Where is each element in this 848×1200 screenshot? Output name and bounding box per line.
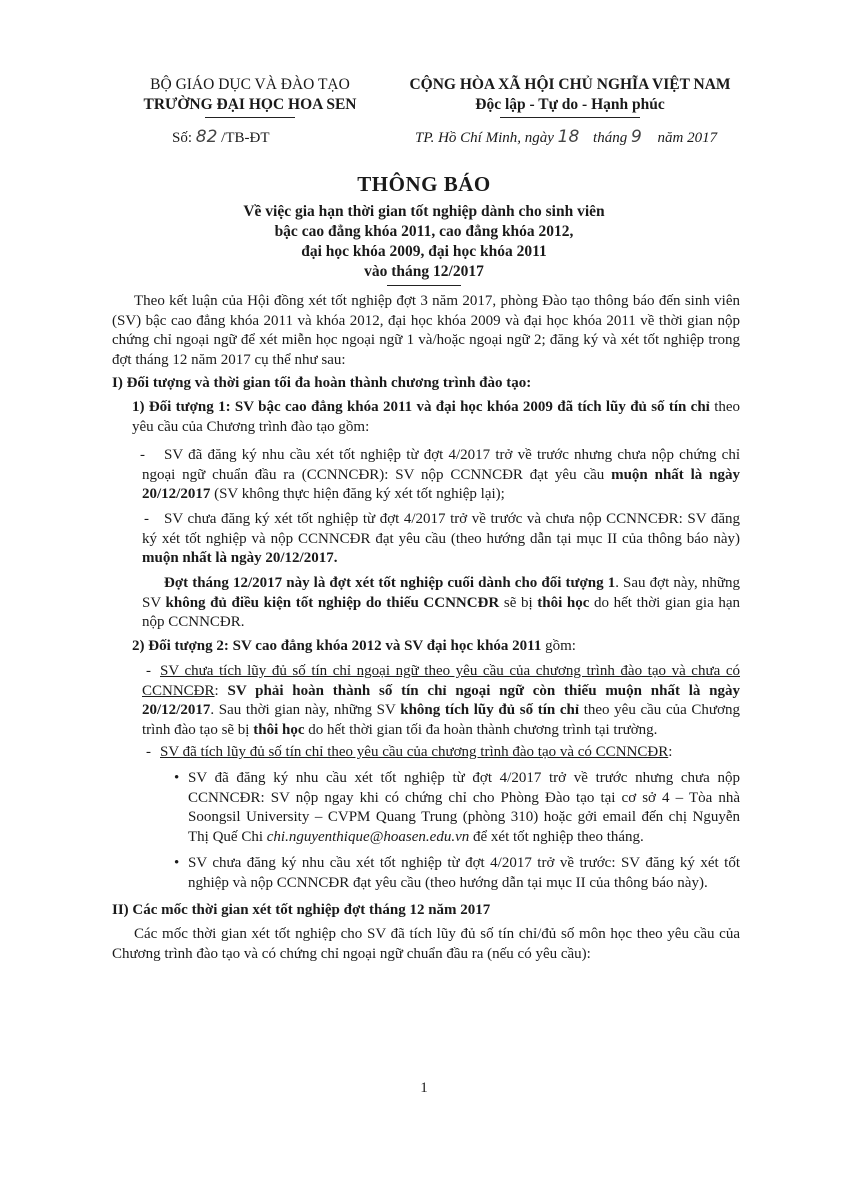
object-1-bold: SV bậc cao đẳng khóa 2011 và đại học khóa 2009 đã tích lũy đủ số tín chỉ bbox=[234, 399, 710, 415]
title-line-2: bậc cao đẳng khóa 2011, cao đẳng khóa 2012, bbox=[274, 223, 574, 240]
object-1-label: 1) Đối tượng 1: bbox=[132, 399, 231, 415]
date-year: năm 2017 bbox=[657, 130, 718, 146]
dash-marker: - bbox=[144, 511, 149, 527]
dash-marker: - bbox=[146, 744, 151, 760]
object-2-item-1-bold-3: thôi học bbox=[253, 721, 305, 738]
object-1-item-1-deadline: muộn nhất là ngày 20/12/2017 bbox=[142, 466, 740, 502]
section-2-heading: II) Các mốc thời gian xét tốt nghiệp đợt tháng 12 năm 2017 bbox=[112, 902, 491, 918]
object-1-note-text-2: sẽ bị bbox=[503, 594, 533, 611]
title-rule bbox=[387, 285, 461, 286]
header-left-rule bbox=[205, 117, 295, 118]
school-name: TRƯỜNG ĐẠI HỌC HOA SEN bbox=[143, 96, 357, 113]
object-1-item-2-text: SV chưa đăng ký xét tốt nghiệp từ đợt 4/2017 trở về trước và chưa nộp CCNNCĐR: SV đăng ký xét tốt nghiệp và nộp CCNNCĐR đạt yêu cầu (theo hướng dẫn tại mục II của thông báo này) bbox=[142, 511, 740, 547]
document-date bbox=[415, 128, 717, 148]
contact-email: chi.nguyenthique@hoasen.edu.vn bbox=[266, 828, 470, 845]
object-2-sub-item-1-end: để xét tốt nghiệp theo tháng. bbox=[473, 828, 644, 845]
object-2-item-2-underlined: SV đã tích lũy đủ số tín chỉ theo yêu cầu của chương trình đào tạo và có CCNNCĐR bbox=[160, 744, 669, 760]
object-1-note-bold-2: không đủ điều kiện tốt nghiệp do thiếu CCNNCĐR bbox=[165, 594, 500, 611]
date-month-label: tháng bbox=[593, 130, 628, 146]
object-1-item-1-text: SV đã đăng ký nhu cầu xét tốt nghiệp từ đợt 4/2017 trở về trước nhưng chưa nộp chứng chỉ ngoại ngữ chuẩn đầu ra (CCNNCĐR): SV nộp CCNNCĐR đạt yêu cầu bbox=[142, 447, 740, 483]
object-2-item-1-text-3: do hết thời gian tối đa hoàn thành chương trình tại trường. bbox=[308, 721, 658, 738]
object-2-item-1-bold-1: SV phải hoàn thành số tín chỉ ngoại ngữ còn thiếu muộn nhất là ngày 20/12/2017 bbox=[142, 682, 741, 718]
object-2-item-2: SV đã tích lũy đủ số tín chỉ theo yêu cầu của chương trình đào tạo và có CCNNCĐR: bbox=[160, 744, 673, 760]
header-right-rule bbox=[500, 117, 640, 118]
title-line-3: đại học khóa 2009, đại học khóa 2011 bbox=[301, 243, 547, 260]
object-1-note-text-3: do hết thời gian gia hạn nộp CCNNCĐR. bbox=[142, 594, 741, 630]
motto: Độc lập - Tự do - Hạnh phúc bbox=[475, 96, 665, 113]
date-month: 9 bbox=[630, 127, 642, 147]
bullet-marker: • bbox=[174, 770, 180, 786]
intro-paragraph: Theo kết luận của Hội đồng xét tốt nghiệp đợt 3 năm 2017, phòng Đào tạo thông báo đến sinh viên (SV) bậc cao đẳng khóa 2011 và khóa 2012, đại học khóa 2009 và đại học khóa 2011 về thời gian nộp chứng chỉ ngoại ngữ để xét miễn học ngoại ngữ 1 và/hoặc ngoại ngữ 2; đăng ký và xét tốt nghiệp trong đợt tháng 12 năm 2017 cụ thể như sau: bbox=[112, 293, 740, 368]
object-2-item-1-text-1: . Sau thời gian này, những SV bbox=[210, 702, 396, 718]
dash-marker: - bbox=[140, 447, 145, 463]
object-1-item-1 bbox=[142, 446, 740, 505]
object-2-label: 2) Đối tượng 2: SV cao đẳng khóa 2012 và SV đại học khóa 2011 bbox=[132, 638, 542, 654]
object-1-item-2 bbox=[142, 510, 740, 569]
number-suffix: /TB-ĐT bbox=[221, 130, 270, 146]
number-prefix: Số: bbox=[172, 130, 193, 146]
date-day: 18 bbox=[557, 127, 580, 147]
object-2-item-1-underlined: SV chưa tích lũy đủ số tín chỉ ngoại ngữ theo yêu cầu của chương trình đào tạo và chưa có CCNNCĐR bbox=[142, 663, 740, 699]
page-number: 1 bbox=[420, 1080, 428, 1096]
object-2-heading bbox=[132, 637, 576, 656]
object-2-sub-item-1-text: SV đã đăng ký nhu cầu xét tốt nghiệp từ đợt 4/2017 trở về trước nhưng chưa nộp CCNNCĐR: SV nộp ngay khi có chứng chỉ cho Phòng Đào tạo tại cơ sở 4 – Tòa nhà Soongsil University – CVPM Quang Trung (phòng 310) hoặc gởi email đến chị Nguyễn Thị Quế Chi bbox=[188, 770, 740, 845]
section-2-paragraph: Các mốc thời gian xét tốt nghiệp cho SV đã tích lũy đủ số tín chỉ/đủ số môn học theo yêu cầu của Chương trình đào tạo và có chứng chỉ ngoại ngữ chuẩn đầu ra (nếu có yêu cầu): bbox=[112, 926, 740, 962]
object-2-item-1-bold-2: không tích lũy đủ số tín chỉ bbox=[400, 702, 580, 718]
title-line-4: vào tháng 12/2017 bbox=[364, 263, 484, 280]
object-1-rest: theo yêu cầu của Chương trình đào tạo gồm: bbox=[132, 399, 741, 435]
title-line-1: Về việc gia hạn thời gian tốt nghiệp dành cho sinh viên bbox=[243, 203, 605, 220]
object-1-paragraph bbox=[132, 398, 740, 437]
object-1-item-2-deadline: muộn nhất là ngày 20/12/2017. bbox=[142, 550, 338, 566]
object-1-note bbox=[142, 574, 740, 633]
object-2-item-1-text-2: theo yêu cầu của Chương trình đào tạo sẽ bị bbox=[142, 702, 740, 738]
bullet-marker: • bbox=[174, 855, 180, 871]
object-1-note-bold-1: Đợt tháng 12/2017 này là đợt xét tốt nghiệp cuối dành cho đối tượng 1 bbox=[164, 575, 616, 591]
object-2-sub-item-2: SV chưa đăng ký nhu cầu xét tốt nghiệp từ đợt 4/2017 trở về trước: SV đăng ký xét tốt nghiệp và nộp CCNNCĐR đạt yêu cầu (theo hướng dẫn tại mục II của thông báo này). bbox=[188, 855, 740, 891]
page-title: THÔNG BÁO bbox=[357, 172, 491, 196]
country-name: CỘNG HÒA XÃ HỘI CHỦ NGHĨA VIỆT NAM bbox=[409, 76, 731, 93]
object-1-note-text-1: . Sau đợt này, những SV bbox=[142, 575, 740, 611]
section-1-heading: I) Đối tượng và thời gian tối đa hoàn thành chương trình đào tạo: bbox=[112, 375, 532, 391]
document-number bbox=[172, 128, 269, 148]
ministry-name: BỘ GIÁO DỤC VÀ ĐÀO TẠO bbox=[150, 76, 350, 93]
header-right bbox=[380, 75, 760, 115]
object-2-rest: gồm: bbox=[545, 638, 576, 654]
object-1-note-bold-3: thôi học bbox=[537, 594, 590, 611]
object-2-sub-item-1 bbox=[188, 769, 740, 847]
header-left bbox=[110, 75, 390, 115]
dash-marker: - bbox=[146, 663, 151, 679]
object-1-item-1-note: (SV không thực hiện đăng ký xét tốt nghiệp lại); bbox=[214, 486, 505, 502]
object-2-item-1: SV chưa tích lũy đủ số tín chỉ ngoại ngữ theo yêu cầu của chương trình đào tạo và chưa có CCNNCĐR: SV phải hoàn thành số tín chỉ ngoại ngữ còn thiếu muộn nhất là ngày 20/12/2017. Sau thời gian này, những SV không tích lũy đủ số tín chỉ theo yêu cầu của Chương trình đào tạo sẽ bị thôi học do hết thời gian tối đa hoàn thành chương trình tại trường. bbox=[142, 663, 741, 738]
date-prefix: TP. Hồ Chí Minh, ngày bbox=[415, 130, 554, 146]
number-handwritten: 82 bbox=[195, 127, 218, 147]
